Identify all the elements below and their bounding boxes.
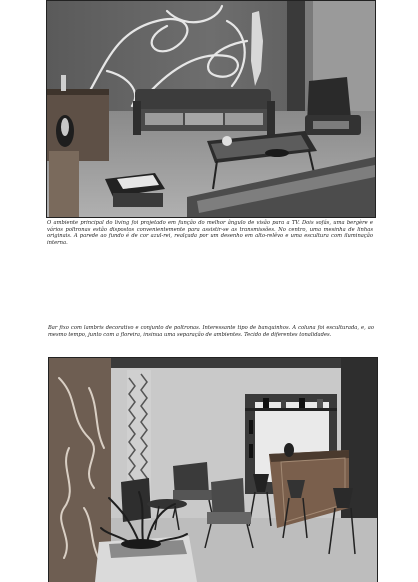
bar-vase — [284, 443, 294, 457]
bar-photo — [48, 357, 378, 582]
living-room-scene — [47, 1, 375, 217]
caption-living-room: O ambiente principal do living foi projetado em função do melhor ângulo de visão para a TV. Dois sofás, uma bergère e vários poltronas estão dispostos convenientemente para assistir-se as transmissões. No centro, uma mesinha de linhas originais. A parede ao fundo é de cor azul-rei, realçada por um desenho em alto-relêvo e uma escultura com iluminação interna. — [47, 220, 373, 246]
living-room-photo — [46, 0, 376, 218]
caption-bar: Bar fixo com lambris decorativo e conjunto de poltronas. Interessante tipo de banquinhos. A coluna foi esculturada, e, ao mesmo tempo, junto com a floreira, insinua uma separação de ambientes. Tecido de diferentes tonalidades. — [48, 325, 374, 338]
bar-scene — [49, 358, 377, 582]
sofa — [133, 89, 275, 135]
footstool — [105, 173, 165, 207]
cabinet — [47, 91, 109, 161]
